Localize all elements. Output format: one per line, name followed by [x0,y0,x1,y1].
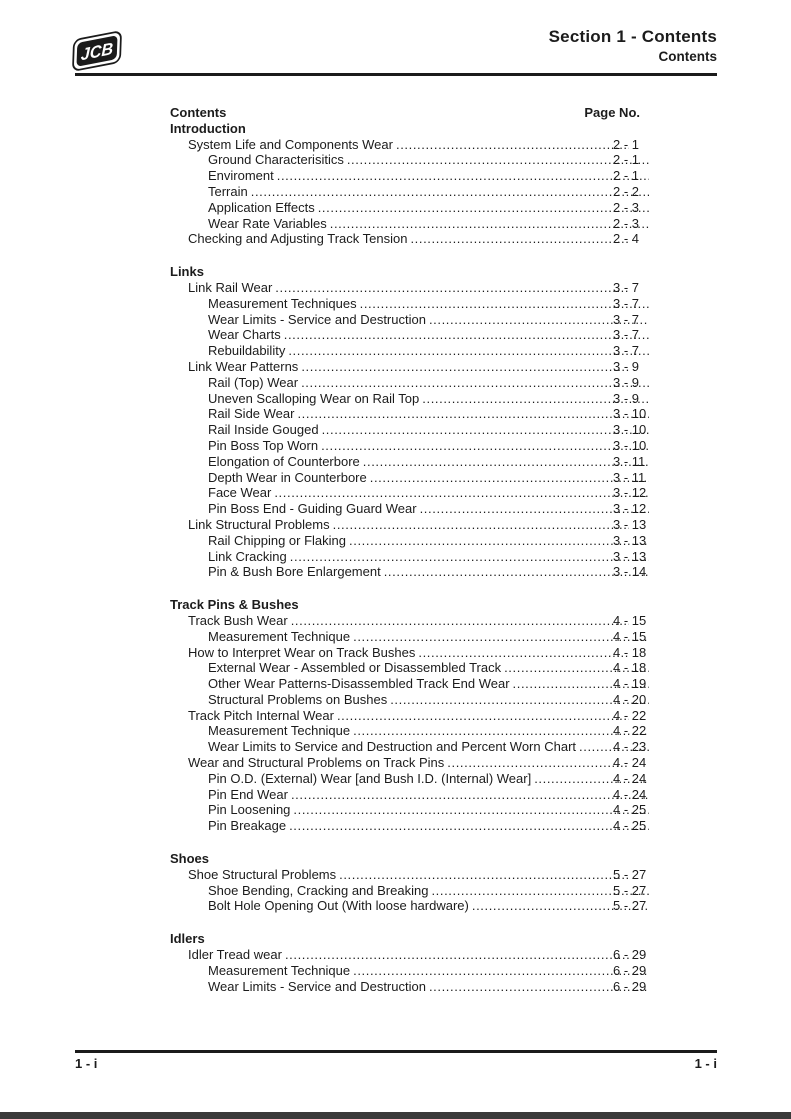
toc-entry [170,883,649,899]
toc-leader-dots [333,517,629,533]
toc-entry [170,168,649,184]
toc-entry-page: 3 - 13 [613,532,647,548]
toc-leader-dots [301,359,629,375]
toc-entry-page: 4 - 15 [613,612,647,628]
toc-entry-page: 3 - 7 [613,327,640,343]
toc-leader-dots [322,422,649,438]
toc-entry-page: 3 - 7 [613,295,640,311]
toc-entry-label: Link Structural Problems [188,516,330,532]
toc-entry-label: Pin O.D. (External) Wear [and Bush I.D. (Internal) Wear] [208,770,532,786]
toc-leader-dots [410,231,629,247]
toc-entry [170,644,647,661]
page-footer [75,1056,717,1071]
toc-entry [170,485,649,501]
toc-entry [170,136,640,153]
toc-entry [170,866,647,883]
toc-entry-label: Wear Limits - Service and Destruction [208,978,426,994]
toc-entry-label: Uneven Scalloping Wear on Rail Top [208,390,420,406]
toc-leader-dots [293,802,649,818]
toc-entry [170,312,649,328]
toc-entry [170,422,649,438]
toc-entry-label: Pin Loosening [208,802,291,818]
toc-section [170,597,647,834]
toc-entry-label: Elongation of Counterbore [208,453,360,469]
toc-entry [170,947,647,963]
toc-entry-label: Wear and Structural Problems on Track Pins [188,755,445,771]
toc-leader-dots [330,216,649,232]
toc-entry [170,406,649,422]
toc-entry-page: 6 - 29 [613,947,647,963]
toc-leader-dots [288,343,649,359]
toc-entry [170,391,649,407]
toc-entry [170,771,649,787]
toc-section [170,851,647,914]
toc-entry-label: Pin & Bush Bore Enlargement [208,564,381,580]
toc-entry-page: 3 - 7 [613,311,640,327]
toc-entry [170,963,649,979]
toc-entry-label: External Wear - Assembled or Disassembled Track [208,660,502,676]
section-title: Section 1 - Contents [548,27,717,46]
toc-leader-dots [337,708,629,724]
toc-entry [170,438,649,454]
toc-entry [170,470,649,486]
toc-entry [170,676,649,692]
toc-entry-page: 3 - 12 [613,485,647,501]
toc-leader-dots [277,168,649,184]
toc-entry [170,296,649,312]
toc-leader-dots [291,613,629,629]
toc-entry-label: Shoe Structural Problems [188,866,337,882]
toc-entry-label: Link Cracking [208,548,287,564]
toc-entry [170,660,649,676]
toc-entry-page: 3 - 7 [613,279,640,295]
toc-leader-dots [349,533,649,549]
toc-entry [170,723,649,739]
toc-entry-page: 5 - 27 [613,898,647,914]
toc-entry-page: 5 - 27 [613,882,647,898]
toc-entry-page: 2 - 1 [613,136,640,152]
toc-leader-dots [321,438,649,454]
toc-entry [170,898,649,914]
toc-entry-page: 3 - 13 [613,548,647,564]
toc-entry-label: Rail (Top) Wear [208,374,299,390]
toc-entry-page: 3 - 10 [613,406,647,422]
toc-entry-label: How to Interpret Wear on Track Bushes [188,644,416,660]
toc-entry [170,327,649,343]
toc-entry-label: Measurement Technique [208,628,351,644]
toc-entry-label: Pin End Wear [208,786,288,802]
toc-page-no-label: Page No. [584,105,640,120]
toc-entry-label: Application Effects [208,199,315,215]
toc-entry-page: 3 - 9 [613,358,640,374]
toc-entry-page: 4 - 25 [613,818,647,834]
toc-entry-label: Other Wear Patterns-Disassembled Track End Wear [208,676,510,692]
toc-entry [170,802,649,818]
toc-entry-label: Track Pitch Internal Wear [188,707,334,723]
toc-entry-page: 3 - 9 [613,374,640,390]
toc-leader-dots [285,947,629,963]
toc-section [170,121,640,247]
toc-entry-page: 3 - 10 [613,422,647,438]
toc-entry-page: 4 - 15 [613,628,647,644]
toc-entry-label: Depth Wear in Counterbore [208,469,367,485]
toc-entry-page: 3 - 14 [613,564,647,580]
toc-entry-page: 4 - 22 [613,723,647,739]
toc-entry-label: Rail Inside Gouged [208,422,319,438]
toc-entry [170,564,649,580]
toc-entry [170,216,649,232]
toc-entry-page: 4 - 24 [613,786,647,802]
toc-entry-page: 4 - 18 [613,644,647,660]
toc-entry-page: 2 - 2 [613,183,640,199]
toc-entry [170,184,649,200]
toc-entry [170,979,649,995]
toc-entry-page: 4 - 22 [613,707,647,723]
toc-entry [170,629,649,645]
toc-leader-dots [301,375,649,391]
toc-entry-page: 6 - 29 [613,962,647,978]
toc-entry-label: Idler Tread wear [188,947,282,963]
toc-entry-page: 4 - 19 [613,676,647,692]
toc-entry-label: System Life and Components Wear [188,136,393,152]
toc-leader-dots [447,755,629,771]
toc-entry-label: Shoe Bending, Cracking and Breaking [208,882,429,898]
jcb-logo-text: JCB [80,38,114,65]
toc-section [170,931,647,994]
toc-entry [170,343,649,359]
toc-entry-page: 3 - 7 [613,343,640,359]
toc-section [170,264,647,580]
toc-entry-page: 2 - 3 [613,215,640,231]
toc-entry-label: Pin Boss Top Worn [208,437,319,453]
toc-entry-label: Measurement Techniques [208,295,357,311]
toc-entry-page: 5 - 27 [613,866,647,882]
toc-entry-label: Wear Limits - Service and Destruction [208,311,426,327]
toc-entry-label: Pin Boss End - Guiding Guard Wear [208,501,417,517]
toc-section-title: Track Pins & Bushes [170,597,299,613]
toc-entry-label: Structural Problems on Bushes [208,691,388,707]
toc-entry [170,533,649,549]
toc-entry-label: Terrain [208,183,248,199]
toc-entry [170,707,647,724]
toc-entry [170,231,640,247]
toc-entry-page: 2 - 1 [613,168,640,184]
toc-leader-dots [353,723,649,739]
toc-entry [170,692,649,708]
toc-entry-page: 3 - 11 [613,469,646,485]
toc-entry-page: 3 - 12 [613,501,647,517]
toc-leader-dots [390,692,649,708]
toc-leader-dots [318,200,649,216]
toc-leader-dots [290,549,649,565]
toc-entry-page: 3 - 10 [613,437,647,453]
toc-entry-label: Rebuildability [208,343,286,359]
toc-leader-dots [384,564,649,580]
toc-entry [170,516,647,533]
toc-entry-label: Wear Charts [208,327,281,343]
toc-entry-label: Track Bush Wear [188,612,288,628]
toc-leader-dots [363,454,649,470]
toc-entry [170,279,640,296]
toc-entry-page: 2 - 3 [613,199,640,215]
toc-entry-page: 3 - 13 [613,516,647,532]
toc-entry [170,755,647,771]
toc-entry-page: 4 - 25 [613,802,647,818]
toc-leader-dots [251,184,649,200]
toc-leader-dots [370,470,649,486]
toc-entry-page: 4 - 24 [613,770,647,786]
toc-entry [170,612,647,629]
toc-section-title: Links [170,264,204,280]
toc-leader-dots [275,280,629,296]
toc-leader-dots [353,629,649,645]
toc-section-title: Idlers [170,931,205,947]
toc-entry-page: 4 - 18 [613,660,647,676]
section-subtitle: Contents [658,49,717,64]
toc-section-title: Shoes [170,851,210,867]
toc-entry-label: Rail Chipping or Flaking [208,532,347,548]
toc-entry [170,501,649,517]
toc-entry-label: Pin Breakage [208,818,287,834]
toc-entry [170,549,649,565]
table-of-contents [170,105,647,994]
toc-entry-page: 2 - 1 [613,152,640,168]
toc-entry-page: 3 - 11 [613,453,646,469]
toc-entry [170,454,649,470]
footer-page-number-left: 1 - i [75,1056,98,1071]
toc-entry-label: Rail Side Wear [208,406,295,422]
toc-entry-label: Measurement Technique [208,962,351,978]
toc-leader-dots [347,152,649,168]
toc-entry [170,358,640,375]
toc-entry-page: 4 - 23 [613,739,647,755]
toc-entry-page: 3 - 9 [613,390,640,406]
header-divider [75,73,717,76]
toc-entry [170,739,649,755]
toc-leader-dots [289,818,649,834]
toc-leader-dots [284,327,649,343]
toc-column-headers [170,105,640,121]
toc-entry-label: Measurement Technique [208,723,351,739]
toc-entry [170,818,649,834]
toc-section-title: Introduction [170,120,246,136]
toc-entry-page: 6 - 29 [613,978,647,994]
toc-entry-label: Link Rail Wear [188,279,273,295]
toc-leader-dots [274,485,649,501]
toc-entry-page: 4 - 24 [613,755,647,771]
toc-leader-dots [418,645,629,661]
toc-entry-label: Wear Rate Variables [208,215,327,231]
toc-entry-label: Checking and Adjusting Track Tension [188,231,408,247]
toc-entry-label: Enviroment [208,168,274,184]
toc-entry-label: Wear Limits to Service and Destruction and Percent Worn Chart [208,739,577,755]
toc-entry-label: Face Wear [208,485,272,501]
toc-entry-page: 4 - 20 [613,691,647,707]
toc-entry [170,787,649,803]
toc-entry-label: Link Wear Patterns [188,358,299,374]
toc-leader-dots [396,137,629,153]
toc-entry [170,200,649,216]
toc-entry-page: 2 - 4 [613,231,640,247]
toc-leader-dots [297,406,649,422]
toc-entry-label: Bolt Hole Opening Out (With loose hardware) [208,898,469,914]
toc-leader-dots [339,867,629,883]
toc-leader-dots [353,963,649,979]
toc-leader-dots [360,296,649,312]
toc-entry [170,375,649,391]
scan-edge-strip [0,1112,791,1119]
toc-entry-label: Ground Characterisitics [208,152,344,168]
footer-divider [75,1050,717,1053]
footer-page-number-right: 1 - i [694,1056,717,1071]
toc-entry [170,152,649,168]
page-header [549,26,717,65]
toc-sections [170,120,647,995]
toc-leader-dots [291,787,649,803]
toc-contents-label: Contents [170,105,227,120]
